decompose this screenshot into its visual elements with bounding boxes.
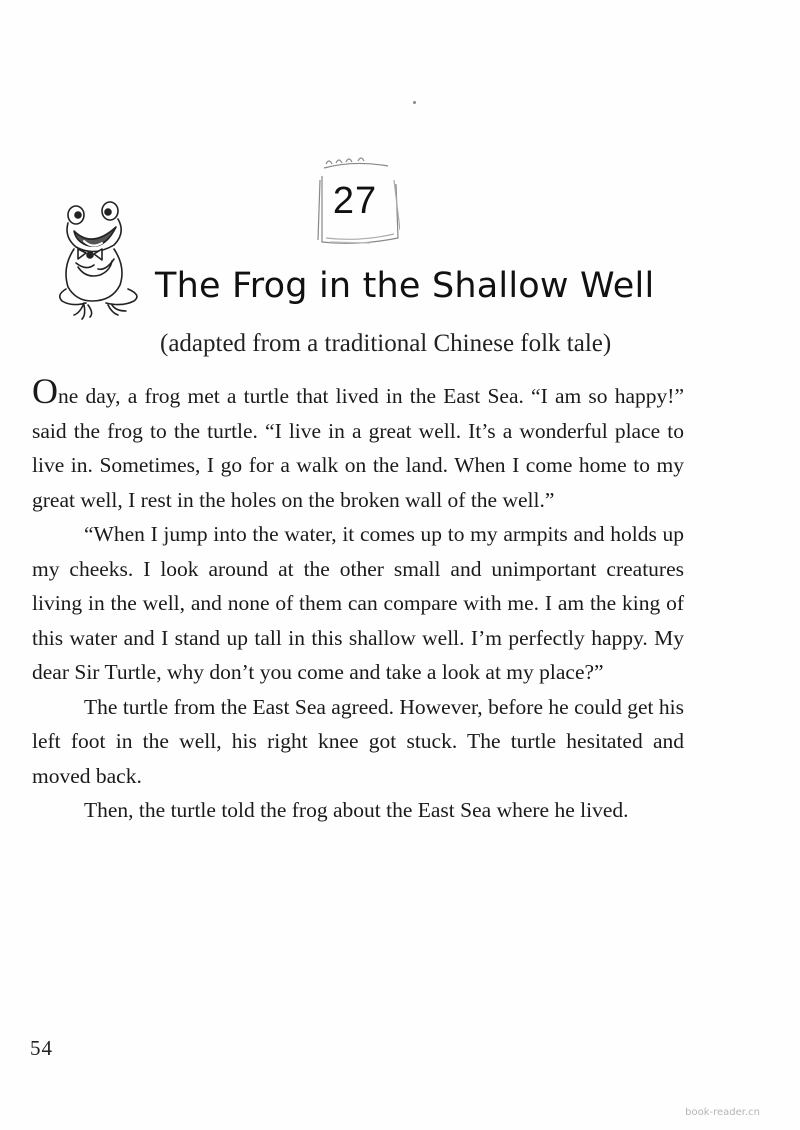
chapter-subtitle: (adapted from a traditional Chinese folk tale) [160, 330, 612, 357]
page-number: 54 [30, 1036, 53, 1060]
paragraph-3: The turtle from the East Sea agreed. However, before he could get his left foot in the well, his right knee got stuck. The turtle hesitated and moved back. [32, 694, 684, 788]
drop-cap: O [32, 371, 58, 411]
watermark: book-reader.cn [685, 1107, 760, 1118]
paragraph-2: “When I jump into the water, it comes up to my armpits and holds up my cheeks. I look around at the other small and unimportant creatures living in the well, and none of them can compare with me. I am the king of this water and I stand up tall in this shallow well. I’m perfectly happy. My dear Sir Turtle, why don’t you come and take a look at my place?” [32, 522, 684, 684]
paragraph-1-text: ne day, a frog met a turtle that lived in the East Sea. “I am so happy!” said the frog to the turtle. “I live in a great well. It’s a wonderful place to live in. Sometimes, I go for a walk on the land. When I come home to my great well, I rest in the holes on the broken wall of the well.” [32, 384, 684, 512]
story-text [32, 371, 684, 828]
chapter-title: The Frog in the Shallow Well [155, 266, 655, 306]
chapter-number: 27 [332, 180, 378, 222]
paragraph-1 [32, 371, 684, 517]
frog-illustration [56, 197, 156, 322]
scan-speck [413, 101, 416, 104]
paragraph-4: Then, the turtle told the frog about the East Sea where he lived. [84, 798, 629, 822]
